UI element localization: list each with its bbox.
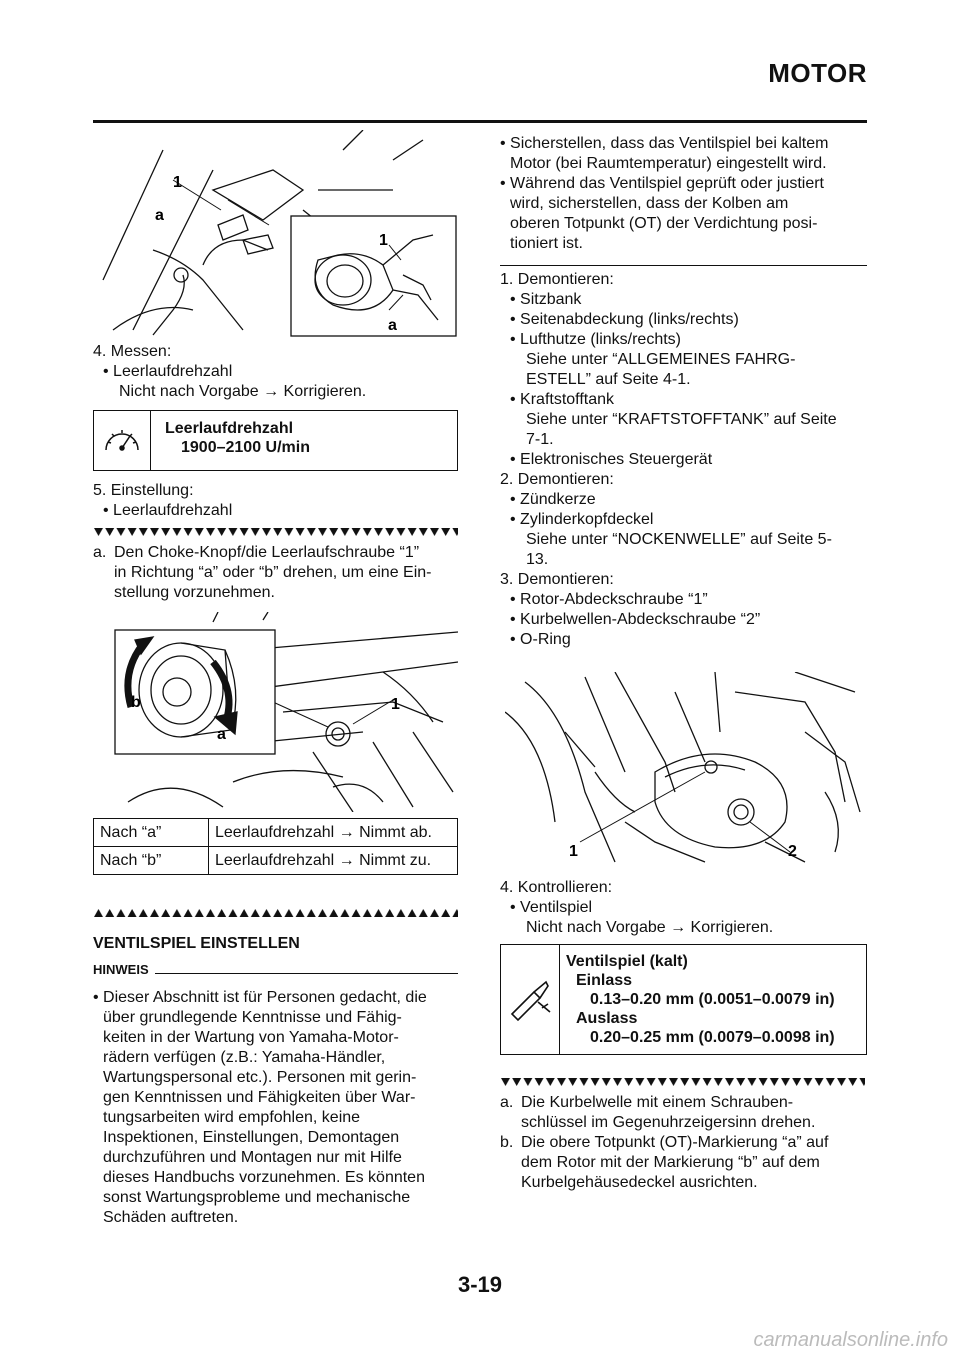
note-line: Motor (bei Raumtemperatur) eingestellt wird.: [510, 155, 827, 172]
step-4b-note: Nicht nach Vorgabe → Korrigieren.: [526, 919, 774, 936]
step-5-heading: 5. Einstellung:: [93, 482, 194, 499]
instruction-right-a: [500, 1093, 870, 1133]
step-5-adjust: [93, 481, 232, 521]
procedure-step: 3. Demontieren:: [500, 571, 614, 588]
procedure-start-marker-right: [500, 1077, 865, 1087]
table-row: [94, 819, 458, 847]
instruction-line: schlüssel im Gegenuhrzeigersinn drehen.: [521, 1114, 816, 1131]
instruction-a-line: stellung vorzunehmen.: [114, 584, 275, 601]
watermark: carmanualsonline.info: [753, 1329, 948, 1351]
procedure-end-marker: [93, 908, 458, 918]
spec-idle-value: 1900–2100 U/min: [181, 439, 310, 456]
procedure-start-marker: [93, 527, 458, 537]
fig2-label-a: a: [217, 726, 226, 743]
note-line: oberen Totpunkt (OT) der Verdichtung posi-: [510, 215, 818, 232]
hinweis-line: gen Kenntnissen und Fähigkeiten über War-: [103, 1089, 416, 1106]
spec-intake-value: 0.13–0.20 mm (0.0051–0.0079 in): [590, 991, 835, 1008]
procedure-item: • Kurbelwellen-Abdeckschraube “2”: [510, 611, 761, 628]
step-4-heading: 4. Messen:: [93, 343, 172, 360]
hinweis-line: sonst Wartungsprobleme und mechanische: [103, 1189, 411, 1206]
procedure-item: • Rotor-Abdeckschraube “1”: [510, 591, 708, 608]
header-rule: [93, 120, 867, 123]
note-rule: [500, 265, 867, 266]
instruction-a: [93, 543, 463, 603]
figure-crankcase-cover: [505, 672, 865, 867]
spec-idle-title: Leerlaufdrehzahl: [165, 420, 294, 437]
note-line: • Während das Ventilspiel geprüft oder justiert: [500, 175, 824, 192]
instruction-line: Die Kurbelwelle mit einem Schrauben-: [521, 1094, 794, 1111]
feeler-gauge-icon: [501, 945, 560, 1054]
fig2-label-b: b: [131, 694, 141, 711]
procedure-item: • Zündkerze: [510, 491, 596, 508]
instruction-prefix: a.: [500, 1094, 514, 1111]
fig1-inset-label-1: 1: [379, 232, 388, 249]
instruction-a-prefix: a.: [93, 544, 107, 561]
procedure-ref: Siehe unter “ALLGEMEINES FAHRG-: [526, 351, 796, 368]
adjustment-table: [93, 818, 458, 875]
table-cell-result: Leerlaufdrehzahl → Nimmt zu.: [209, 847, 458, 875]
spec-exhaust-label: Auslass: [576, 1010, 638, 1027]
note-line: • Sicherstellen, dass das Ventilspiel bei kaltem: [500, 135, 829, 152]
procedure-item: • Zylinderkopfdeckel: [510, 511, 654, 528]
page-title: MOTOR: [768, 58, 867, 88]
instruction-a-line: Den Choke-Knopf/die Leerlaufschraube “1”: [114, 544, 420, 561]
procedure-ref: ESTELL” auf Seite 4-1.: [526, 371, 691, 388]
hinweis-rule: [155, 973, 458, 974]
note-line: wird, sicherstellen, dass der Kolben am: [510, 195, 789, 212]
step-4-note: Nicht nach Vorgabe → Korrigieren.: [119, 383, 367, 400]
fig3-label-2: 2: [788, 843, 797, 860]
instruction-prefix: b.: [500, 1134, 514, 1151]
page-number: 3-19: [457, 1272, 503, 1297]
instruction-line: dem Rotor mit der Markierung “b” auf dem: [521, 1154, 820, 1171]
spec-exhaust-value: 0.20–0.25 mm (0.0079–0.0098 in): [590, 1029, 835, 1046]
note-line: tioniert ist.: [510, 235, 583, 252]
fig1-label-1: 1: [173, 174, 182, 191]
hinweis-line: • Dieser Abschnitt ist für Personen gedacht, die: [93, 989, 427, 1006]
section-title: VENTILSPIEL EINSTELLEN: [93, 935, 300, 952]
procedure-item: • Sitzbank: [510, 291, 582, 308]
hinweis-line: dieses Handbuchs vorzunehmen. Es könnten: [103, 1169, 425, 1186]
step-4-check: [500, 878, 773, 938]
procedure-ref: 13.: [526, 551, 549, 568]
fig3-label-1: 1: [569, 843, 578, 860]
instruction-line: Die obere Totpunkt (OT)-Markierung “a” auf: [521, 1134, 829, 1151]
table-cell-result: Leerlaufdrehzahl → Nimmt ab.: [209, 819, 458, 847]
tachometer-icon: [94, 411, 151, 470]
instruction-right-b: [500, 1133, 870, 1193]
spec-box-valve-clearance: [500, 944, 867, 1055]
procedure-step: 1. Demontieren:: [500, 271, 614, 288]
fig1-inset-label-a: a: [388, 317, 397, 334]
step-4-bullet: • Leerlaufdrehzahl: [103, 363, 233, 380]
instruction-a-line: in Richtung “a” oder “b” drehen, um eine Ein-: [114, 564, 432, 581]
figure-choke-knob: [113, 612, 458, 812]
hinweis-text: [93, 988, 463, 1228]
table-row: [94, 847, 458, 875]
hinweis-line: Wartungspersonal etc.). Personen mit gerin-: [103, 1069, 417, 1086]
figure-idle-sensor: [93, 130, 458, 340]
hinweis-line: keiten in der Wartung von Yamaha-Motor-: [103, 1029, 399, 1046]
hinweis-line: Inspektionen, Einstellungen, Demontagen: [103, 1129, 400, 1146]
table-cell-direction: Nach “b”: [94, 847, 209, 875]
fig1-label-a: a: [155, 207, 164, 224]
spec-box-idle-speed: [93, 410, 458, 471]
procedure-item: • Seitenabdeckung (links/rechts): [510, 311, 739, 328]
procedure-ref: 7-1.: [526, 431, 554, 448]
hinweis-line: durchzuführen und Montagen nur mit Hilfe: [103, 1149, 402, 1166]
procedure-item: • O-Ring: [510, 631, 571, 648]
fig2-label-1: 1: [391, 696, 400, 713]
hinweis-line: Schäden auftreten.: [103, 1209, 239, 1226]
right-notes: [500, 134, 870, 254]
step-4b-heading: 4. Kontrollieren:: [500, 879, 613, 896]
procedure-ref: Siehe unter “KRAFTSTOFFTANK” auf Seite: [526, 411, 837, 428]
hinweis-line: über grundlegende Kenntnisse und Fähig-: [103, 1009, 402, 1026]
hinweis-label: HINWEIS: [93, 962, 149, 977]
hinweis-line: rädern verfügen (z.B.: Yamaha-Händler,: [103, 1049, 386, 1066]
spec-valve-title: Ventilspiel (kalt): [566, 953, 688, 970]
procedure-item: • Lufthutze (links/rechts): [510, 331, 681, 348]
procedure-step: 2. Demontieren:: [500, 471, 614, 488]
procedure-ref: Siehe unter “NOCKENWELLE” auf Seite 5-: [526, 531, 832, 548]
hinweis-line: tungsarbeiten wird empfohlen, keine: [103, 1109, 361, 1126]
procedure-item: • Kraftstofftank: [510, 391, 615, 408]
hinweis-header: [93, 962, 458, 977]
table-cell-direction: Nach “a”: [94, 819, 209, 847]
step-4-measure: [93, 342, 366, 402]
procedure-list: [500, 270, 870, 650]
instruction-line: Kurbelgehäusedeckel ausrichten.: [521, 1174, 758, 1191]
step-5-bullet: • Leerlaufdrehzahl: [103, 502, 233, 519]
step-4b-bullet: • Ventilspiel: [510, 899, 593, 916]
spec-intake-label: Einlass: [576, 972, 633, 989]
procedure-item: • Elektronisches Steuergerät: [510, 451, 713, 468]
